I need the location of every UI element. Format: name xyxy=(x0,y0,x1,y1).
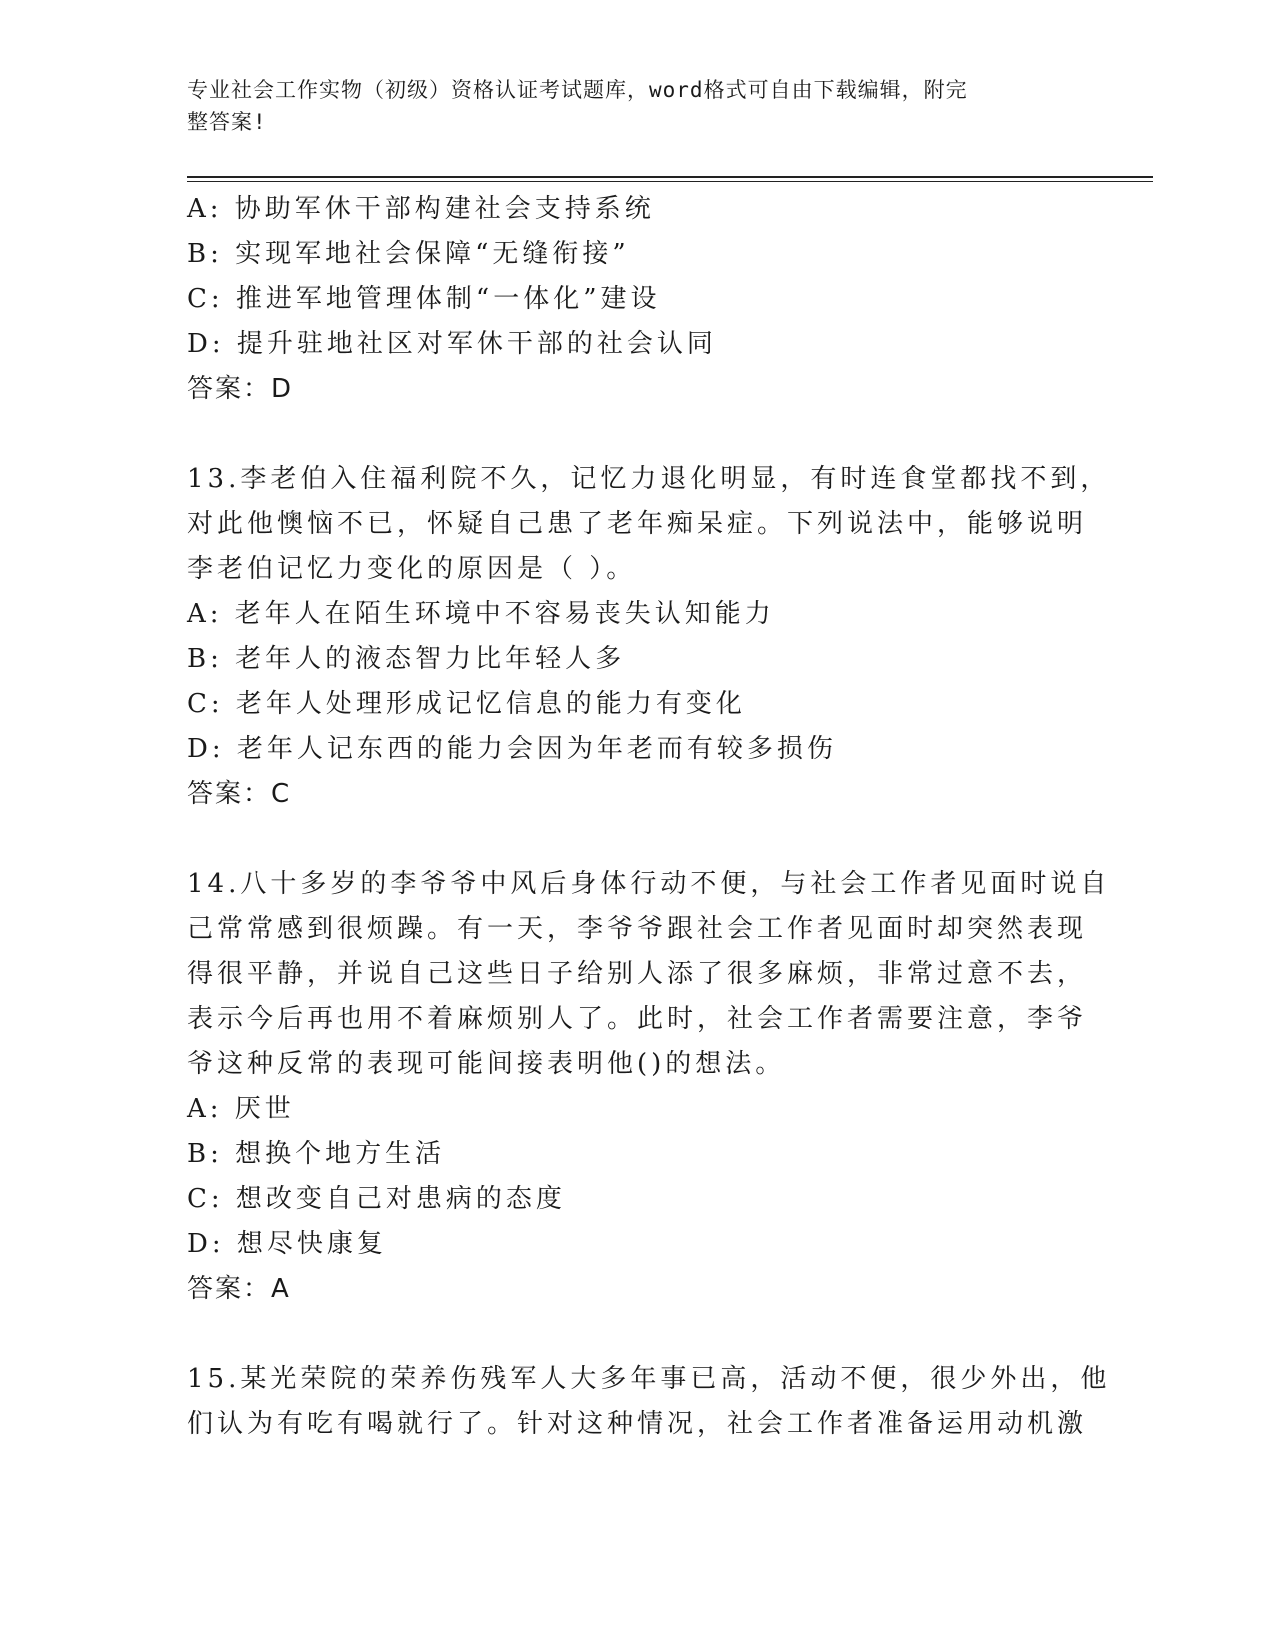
q14-stem-line-4: 表示今后再也用不着麻烦别人了。此时，社会工作者需要注意，李爷 xyxy=(187,1004,1088,1034)
q14-answer: 答案：A xyxy=(187,1274,291,1304)
q14-stem-line-1: 14.八十多岁的李爷爷中风后身体行动不便，与社会工作者见面时说自 xyxy=(187,869,1111,899)
q12-answer: 答案：D xyxy=(187,374,294,404)
q14-stem-line-5: 爷这种反常的表现可能间接表明他()的想法。 xyxy=(187,1049,786,1079)
question-12 xyxy=(187,187,1087,412)
q13-answer: 答案：C xyxy=(187,779,292,809)
header-divider-thin xyxy=(187,181,1153,182)
q15-stem-line-2: 们认为有吃有喝就行了。针对这种情况，社会工作者准备运用动机激 xyxy=(187,1409,1088,1439)
q12-option-a: A: 协助军休干部构建社会支持系统 xyxy=(187,194,655,224)
q14-option-c: C: 想改变自己对患病的态度 xyxy=(187,1184,566,1214)
spacer xyxy=(187,412,1087,457)
q13-option-d: D: 老年人记东西的能力会因为年老而有较多损伤 xyxy=(187,734,837,764)
q13-option-a: A: 老年人在陌生环境中不容易丧失认知能力 xyxy=(187,599,775,629)
q13-stem-line-3: 李老伯记忆力变化的原因是（ ）。 xyxy=(187,554,637,584)
header-divider-thick xyxy=(187,176,1153,178)
q14-option-a: A: 厌世 xyxy=(187,1094,295,1124)
q14-stem-line-2: 己常常感到很烦躁。有一天，李爷爷跟社会工作者见面时却突然表现 xyxy=(187,914,1088,944)
q12-option-b: B: 实现军地社会保障“无缝衔接” xyxy=(187,239,630,269)
header-line-2: 整答案! xyxy=(187,110,267,134)
question-13 xyxy=(187,457,1111,817)
q13-stem-line-2: 对此他懊恼不已，怀疑自己患了老年痴呆症。下列说法中，能够说明 xyxy=(187,509,1088,539)
q13-option-c: C: 老年人处理形成记忆信息的能力有变化 xyxy=(187,689,746,719)
q12-option-c: C: 推进军地管理体制“一体化”建设 xyxy=(187,284,661,314)
header-line-1: 专业社会工作实物（初级）资格认证考试题库，word格式可自由下载编辑，附完 xyxy=(187,78,968,102)
spacer xyxy=(187,817,1087,862)
q13-option-b: B: 老年人的液态智力比年轻人多 xyxy=(187,644,626,674)
q15-stem-line-1: 15.某光荣院的荣养伤残军人大多年事已高，活动不便，很少外出，他 xyxy=(187,1364,1111,1394)
question-15 xyxy=(187,1357,1111,1447)
question-list xyxy=(187,187,1111,1447)
q13-stem-line-1: 13.李老伯入住福利院不久，记忆力退化明显，有时连食堂都找不到， xyxy=(187,464,1111,494)
q12-option-d: D: 提升驻地社区对军休干部的社会认同 xyxy=(187,329,717,359)
q14-option-b: B: 想换个地方生活 xyxy=(187,1139,446,1169)
document-header xyxy=(187,74,1067,138)
q14-stem-line-3: 得很平静，并说自己这些日子给别人添了很多麻烦，非常过意不去， xyxy=(187,959,1088,989)
spacer xyxy=(187,1312,1087,1357)
q14-option-d: D: 想尽快康复 xyxy=(187,1229,387,1259)
question-14 xyxy=(187,862,1111,1312)
